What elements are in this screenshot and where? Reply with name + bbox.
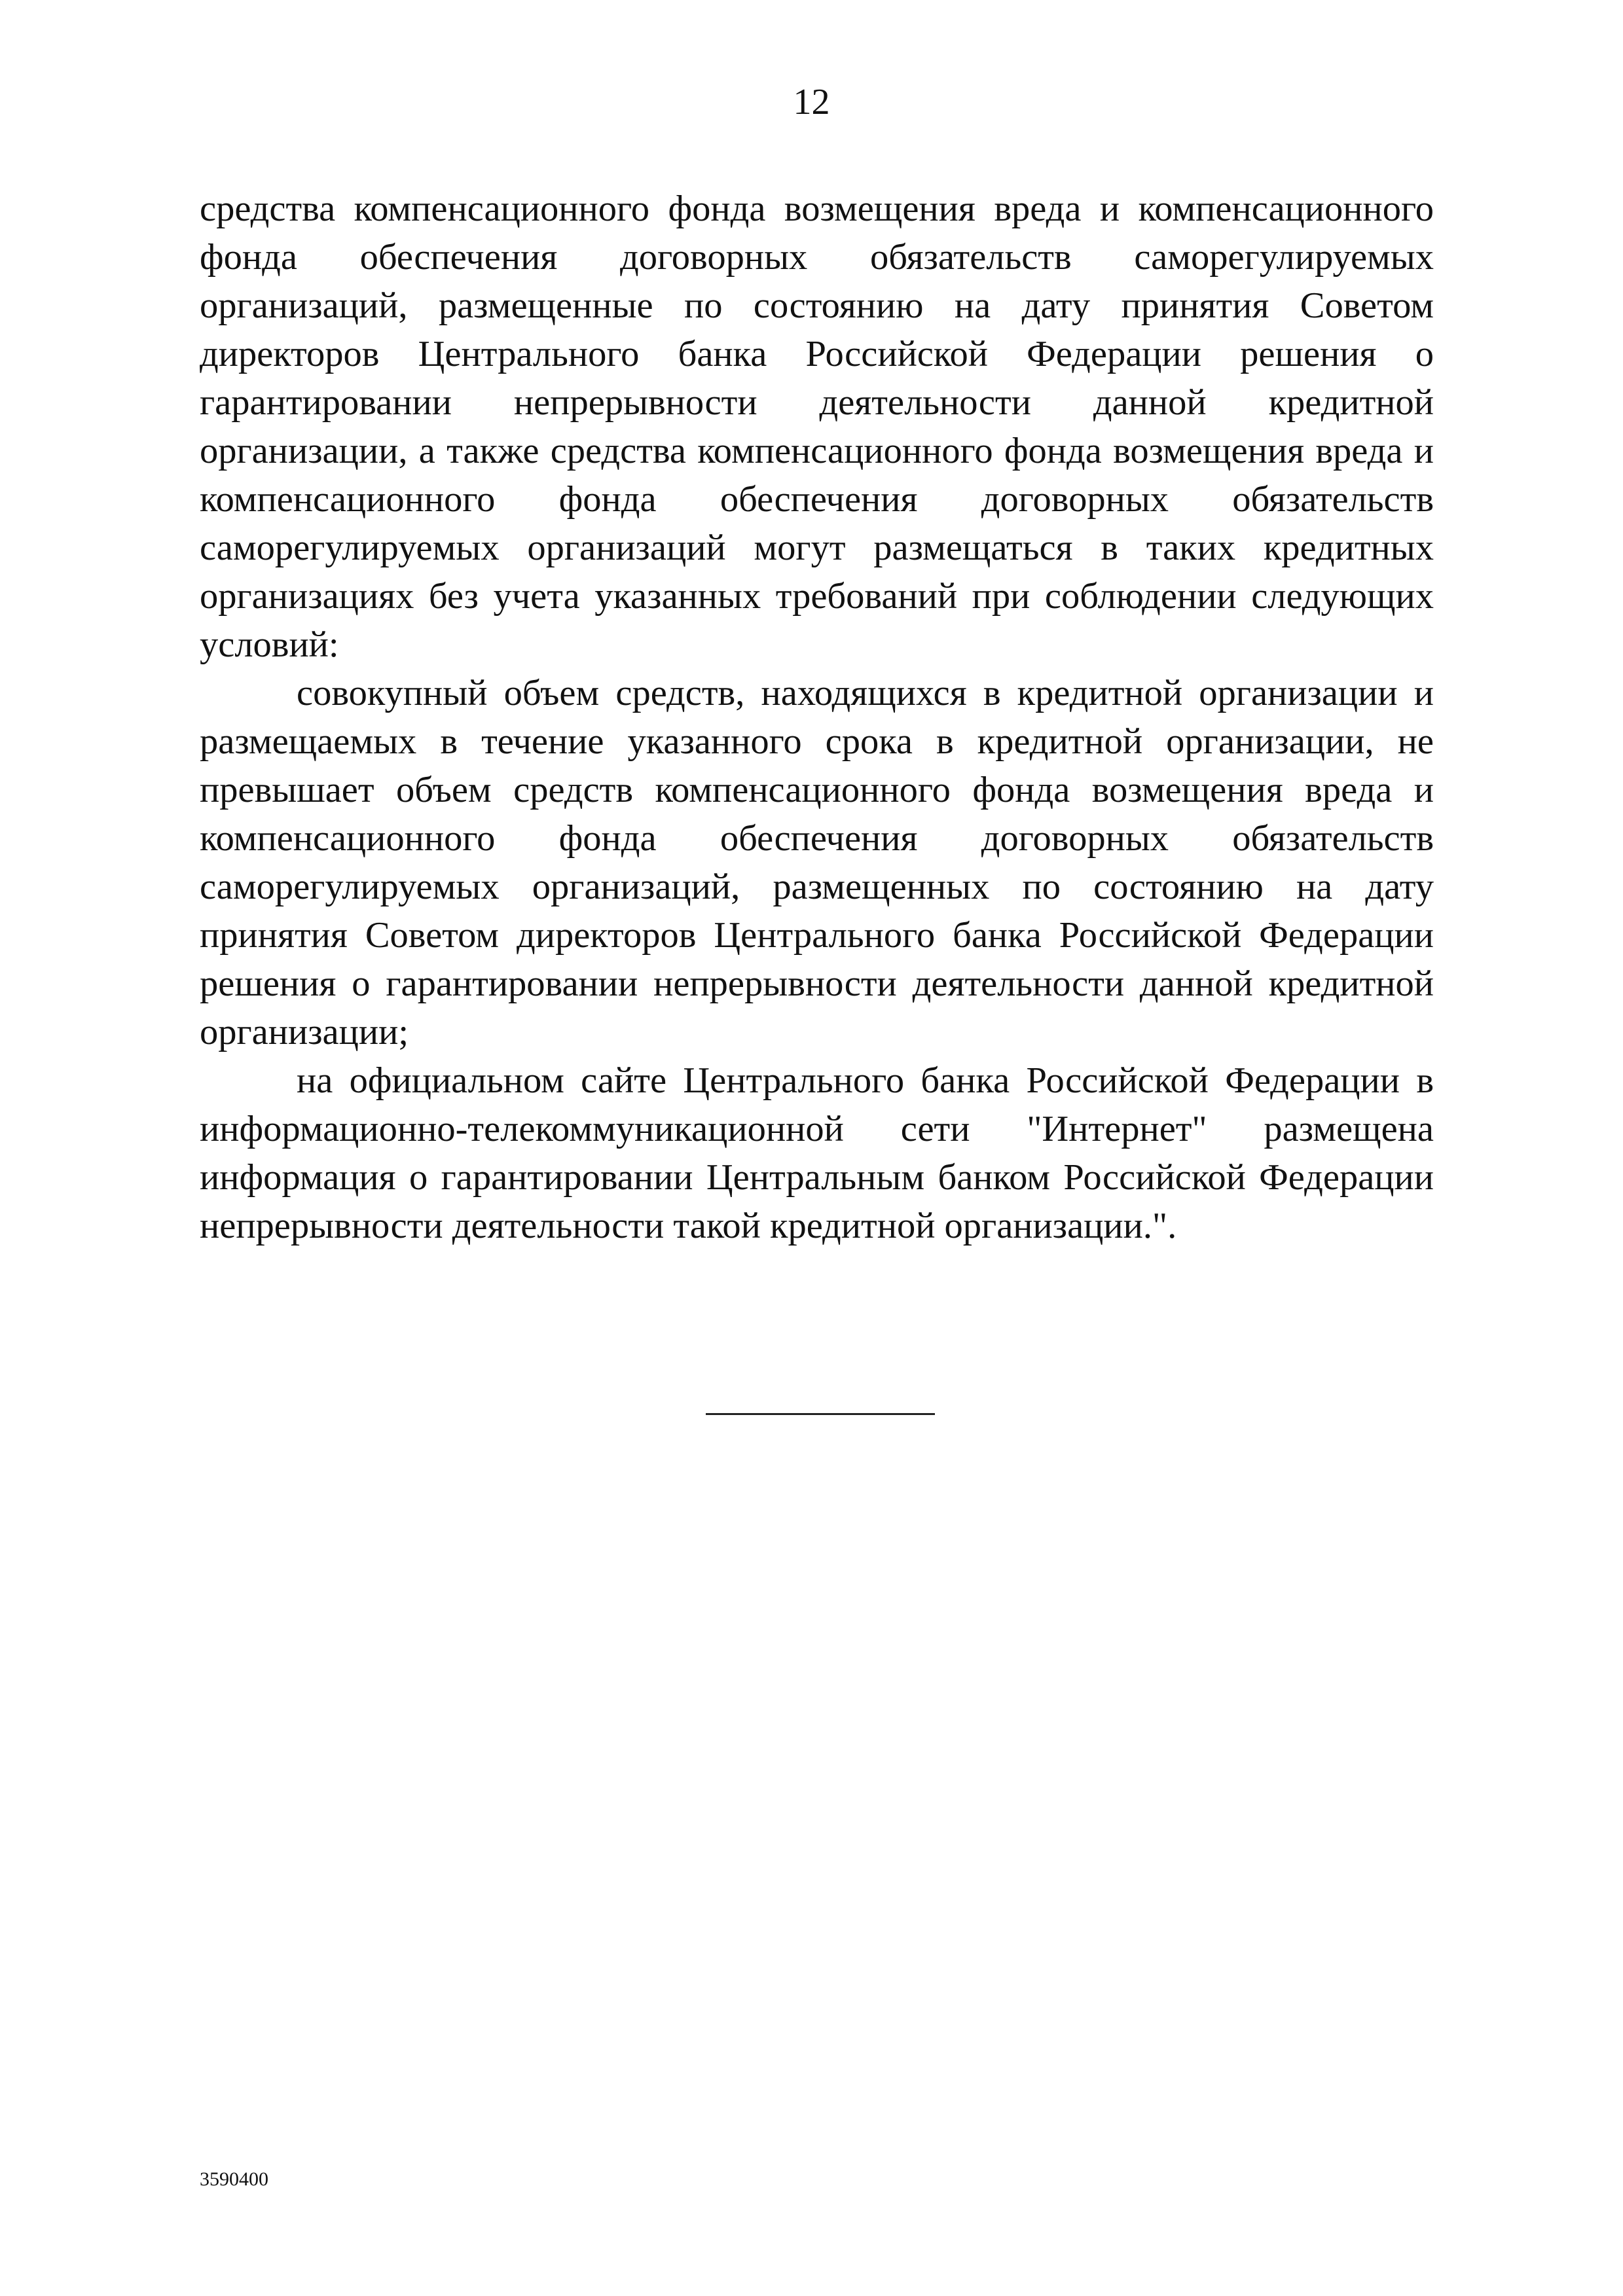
paragraph-2: совокупный объем средств, находящихся в кредитной организации и размещаемых в течение указанного срока в кредитной организации, не превышает объем средств компенсационного фонда возмещения вреда и компенсационного фонда обеспечения договорных обязательств саморегулируемых организаций, размещенных по состоянию на дату принятия Советом директоров Центрального банка Российской Федерации решения о гарантировании непрерывности деятельности данной кредитной организации;: [200, 673, 1434, 1052]
document-code: 3590400: [200, 2168, 268, 2190]
paragraph-1: средства компенсационного фонда возмещения вреда и компенсационного фонда обеспечения договорных обязательств саморегулируемых организаций, размещенные по состоянию на дату принятия Советом директоров Центрального банка Российской Федерации решения о гарантировании непрерывности деятельности данной кредитной организации, а также средства компенсационного фонда возмещения вреда и компенсационного фонда обеспечения договорных обязательств саморегулируемых организаций могут размещаться в таких кредитных организациях без учета указанных требований при соблюдении следующих условий:: [200, 188, 1434, 665]
page-number: 12: [793, 82, 830, 122]
paragraph-3: на официальном сайте Центрального банка Российской Федерации в информационно-телекоммуникационной сети "Интернет" размещена информация о гарантировании Центральным банком Российской Федерации непрерывности деятельности такой кредитной организации.".: [200, 1060, 1434, 1246]
end-of-text-rule: [706, 1413, 935, 1415]
document-body: [200, 185, 1434, 1250]
